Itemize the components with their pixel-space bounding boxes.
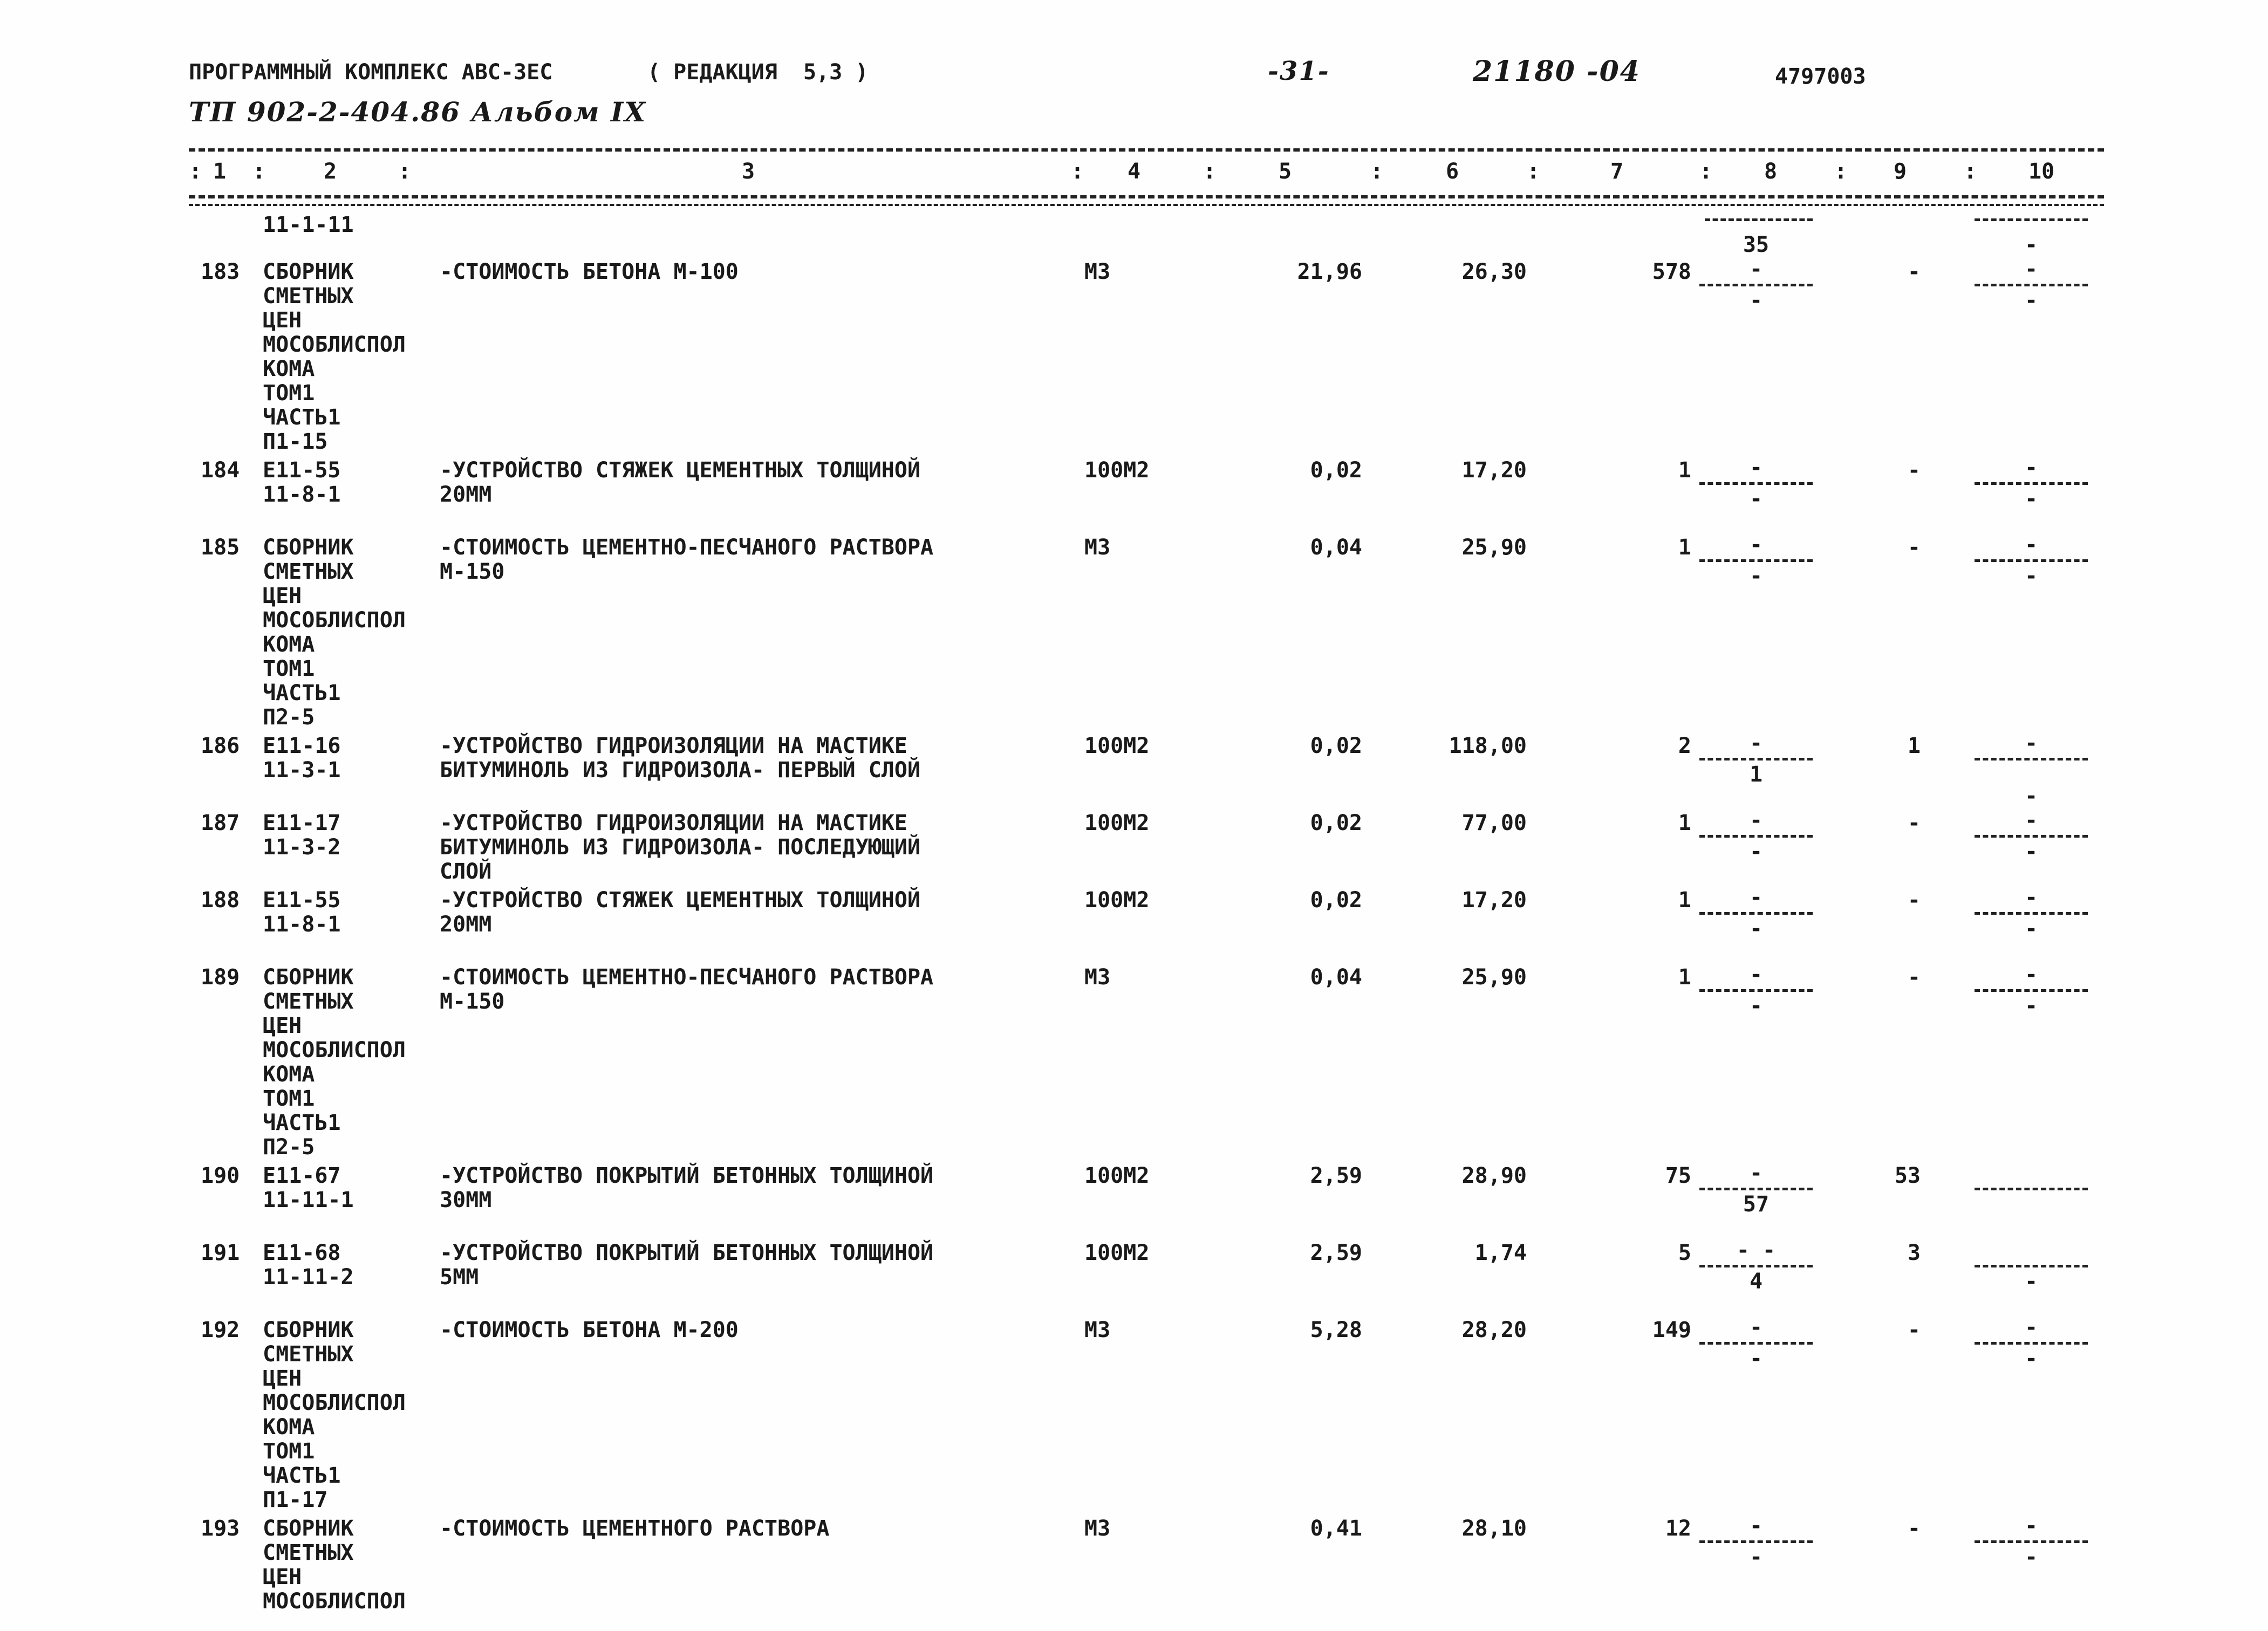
row-description: 5ММ — [440, 1265, 479, 1290]
row-unit: 100М2 — [1084, 1241, 1150, 1265]
row-description: -УСТРОЙСТВО ГИДРОИЗОЛЯЦИИ НА МАСТИКЕ — [440, 811, 907, 835]
row-col10 — [1975, 1490, 2088, 1570]
row-total: 1 — [1678, 965, 1691, 990]
row-unit: 100М2 — [1084, 458, 1150, 483]
row-total: 1 — [1678, 458, 1691, 483]
column-separator: : — [1370, 159, 1384, 184]
row-description: 20ММ — [440, 912, 492, 937]
row-quantity: 0,04 — [1310, 535, 1362, 560]
row-col10-rule — [1975, 912, 2088, 915]
row-col9: - — [1907, 259, 1921, 284]
row-col9: 53 — [1894, 1163, 1921, 1188]
column-separator: : — [1527, 159, 1540, 184]
row-col8-mid: - — [1749, 962, 1763, 987]
row-unit: 100М2 — [1084, 811, 1150, 835]
row-unit-price: 28,20 — [1461, 1318, 1527, 1342]
row-code: 11-3-1 — [263, 758, 341, 783]
row-col10-bot: - — [2024, 1269, 2038, 1294]
row-col10-top: - — [2024, 232, 2038, 257]
row-description: 20ММ — [440, 482, 492, 507]
row-col10-mid: - — [2024, 885, 2038, 910]
row-unit-price: 1,74 — [1474, 1241, 1527, 1265]
row-code: СМЕТНЫХ — [263, 1342, 354, 1367]
row-col9: - — [1907, 965, 1921, 990]
row-col8-mid: - — [1749, 1161, 1763, 1185]
row-col10-mid: - — [2024, 1513, 2038, 1538]
column-header-4: 4 — [1128, 159, 1141, 184]
row-unit-price: 77,00 — [1461, 811, 1527, 835]
column-header-2: 2 — [324, 159, 337, 184]
column-header-9: 9 — [1894, 159, 1907, 184]
row-col9: 3 — [1907, 1241, 1921, 1265]
row-unit-price: 25,90 — [1461, 965, 1527, 990]
row-col8-mid: - — [1749, 885, 1763, 910]
row-number: 185 — [201, 535, 240, 560]
row-col10-mid — [1975, 1161, 2088, 1185]
row-quantity: 0,02 — [1310, 734, 1362, 758]
row-col10-rule — [1975, 835, 2088, 838]
row-col8-top — [1699, 431, 1813, 456]
row-description: -СТОИМОСТЬ БЕТОНА М-100 — [440, 259, 739, 284]
row-code: П1-15 — [263, 429, 328, 454]
row-quantity: 0,41 — [1310, 1516, 1362, 1541]
row-number: 191 — [201, 1241, 240, 1265]
edition-label: ( РЕДАКЦИЯ 5,3 ) — [647, 60, 869, 85]
row-code: ТОМ1 — [263, 381, 315, 406]
row-quantity: 21,96 — [1297, 259, 1362, 284]
row-code: П2-5 — [263, 705, 315, 730]
row-total: 1 — [1678, 888, 1691, 913]
row-col10 — [1975, 861, 2088, 941]
row-code: Е11-67 — [263, 1163, 341, 1188]
row-total: 1 — [1678, 535, 1691, 560]
row-code: СБОРНИК — [263, 1516, 354, 1541]
page-number: -31- — [1268, 56, 1330, 86]
row-code: Е11-55 — [263, 458, 341, 483]
row-unit: М3 — [1084, 965, 1111, 990]
row-col8-bot: - — [1749, 839, 1763, 864]
row-col10-bot: - — [2024, 916, 2038, 941]
row-col10-rule — [1975, 1188, 2088, 1190]
row-col8-bot: 57 — [1743, 1192, 1770, 1217]
row-code: ЦЕН — [263, 1565, 302, 1589]
row-number: 190 — [201, 1163, 240, 1188]
program-title: ПРОГРАММНЫЙ КОМПЛЕКС АВС-3ЕС — [189, 60, 553, 85]
row-col10-rule — [1975, 989, 2088, 992]
row-code: ТОМ1 — [263, 656, 315, 681]
row-description: -УСТРОЙСТВО ГИДРОИЗОЛЯЦИИ НА МАСТИКЕ — [440, 734, 907, 758]
row-code: СМЕТНЫХ — [263, 1540, 354, 1565]
row-code: ЦЕН — [263, 308, 302, 333]
row-col10-mid — [1975, 1238, 2088, 1263]
row-code: ЧАСТЬ1 — [263, 1111, 341, 1135]
row-code: СБОРНИК — [263, 259, 354, 284]
row-unit: 100М2 — [1084, 1163, 1150, 1188]
row-col10 — [1975, 938, 2088, 1018]
row-quantity: 5,28 — [1310, 1318, 1362, 1342]
row-code: ЧАСТЬ1 — [263, 681, 341, 705]
row-col10-top — [1975, 861, 2088, 886]
row-code: МОСОБЛИСПОЛ — [263, 1589, 406, 1614]
row-col9: 1 — [1907, 734, 1921, 758]
column-separator: : — [1699, 159, 1713, 184]
row-description: -СТОИМОСТЬ ЦЕМЕНТНО-ПЕСЧАНОГО РАСТВОРА — [440, 965, 934, 990]
row-col8-top — [1699, 938, 1813, 963]
row-col8-top — [1699, 509, 1813, 533]
row-col8-mid: - — [1749, 1315, 1763, 1340]
row-code: МОСОБЛИСПОЛ — [263, 332, 406, 357]
row-quantity: 0,02 — [1310, 811, 1362, 835]
row-quantity: 2,59 — [1310, 1163, 1362, 1188]
row-unit: М3 — [1084, 535, 1111, 560]
row-col10-rule — [1975, 758, 2088, 760]
column-header-6: 6 — [1446, 159, 1459, 184]
row-col10-top — [1975, 431, 2088, 456]
row-description: СЛОЙ — [440, 859, 492, 884]
row-code: Е11-68 — [263, 1241, 341, 1265]
row-col8-mid: - — [1749, 455, 1763, 480]
row-description: -СТОИМОСТЬ БЕТОНА М-200 — [440, 1318, 739, 1342]
row-col10-bot: - — [2024, 1545, 2038, 1570]
row-unit-price: 25,90 — [1461, 535, 1527, 560]
row-unit: М3 — [1084, 1516, 1111, 1541]
row-number: 188 — [201, 888, 240, 913]
row-code: СМЕТНЫХ — [263, 559, 354, 584]
row-col10-top — [1975, 938, 2088, 963]
column-separator: : — [1964, 159, 1977, 184]
row-code: ТОМ1 — [263, 1439, 315, 1464]
row-col8-bot: - — [1749, 916, 1763, 941]
row-col10-bot: - — [2024, 839, 2038, 864]
row-col10-mid: - — [2024, 731, 2038, 756]
row-number: 184 — [201, 458, 240, 483]
row-description: М-150 — [440, 989, 505, 1014]
row-total: 5 — [1678, 1241, 1691, 1265]
column-header-10: 10 — [2028, 159, 2055, 184]
row-code: ЦЕН — [263, 1013, 302, 1038]
row-col10 — [1975, 509, 2088, 588]
row-code: 11-11-2 — [263, 1265, 354, 1290]
column-header-1: 1 — [213, 159, 227, 184]
row-code: Е11-55 — [263, 888, 341, 913]
row-quantity: 0,02 — [1310, 458, 1362, 483]
row-col10-top — [1975, 1291, 2088, 1315]
row-unit-price: 28,10 — [1461, 1516, 1527, 1541]
row-col8-top — [1699, 1214, 1813, 1238]
row-description: -УСТРОЙСТВО СТЯЖЕК ЦЕМЕНТНЫХ ТОЛЩИНОЙ — [440, 888, 921, 913]
row-quantity: 0,04 — [1310, 965, 1362, 990]
row-description: -СТОИМОСТЬ ЦЕМЕНТНО-ПЕСЧАНОГО РАСТВОРА — [440, 535, 934, 560]
row-description: М-150 — [440, 559, 505, 584]
column-header-7: 7 — [1610, 159, 1624, 184]
row-code: 11-3-2 — [263, 835, 341, 860]
row-col10-top — [1975, 509, 2088, 533]
row-col10-rule — [1975, 284, 2088, 286]
row-col10-top — [1975, 707, 2088, 731]
row-code: П2-5 — [263, 1135, 315, 1160]
column-separator: : — [189, 159, 202, 184]
row-code: ЦЕН — [263, 584, 302, 608]
row-col10-rule — [1975, 1265, 2088, 1267]
row-number: 183 — [201, 259, 240, 284]
row-number: 187 — [201, 811, 240, 835]
row-col10-top — [1975, 1214, 2088, 1238]
row-code: МОСОБЛИСПОЛ — [263, 608, 406, 633]
row-col8-bot: - — [1749, 486, 1763, 511]
row-col8-mid: - — [1749, 731, 1763, 756]
row-code: СМЕТНЫХ — [263, 989, 354, 1014]
row-col10-top — [1975, 1490, 2088, 1514]
album-reference: ТП 902-2-404.86 Альбом IX — [189, 96, 647, 128]
row-description: -СТОИМОСТЬ ЦЕМЕНТНОГО РАСТВОРА — [440, 1516, 830, 1541]
row-total: 75 — [1665, 1163, 1691, 1188]
row-code: КОМА — [263, 1062, 315, 1087]
row-code: Е11-17 — [263, 811, 341, 835]
column-header-3: 3 — [742, 159, 755, 184]
column-separator: : — [398, 159, 412, 184]
row-col10-bot: - — [2024, 288, 2038, 313]
row-col9: - — [1907, 811, 1921, 835]
row-quantity: 0,02 — [1310, 888, 1362, 913]
row-code: 11-11-1 — [263, 1188, 354, 1212]
row-col8-bot: - — [1749, 564, 1763, 588]
row-col10 — [1975, 431, 2088, 511]
row-unit-price: 17,20 — [1461, 458, 1527, 483]
row-col10-rule — [1975, 1540, 2088, 1543]
row-col10 — [1975, 1214, 2088, 1294]
row-unit-price: 28,90 — [1461, 1163, 1527, 1188]
carry-over-code: 11-1-11 — [263, 213, 354, 237]
table-header-rule — [189, 195, 2104, 198]
table-header-rule-2 — [189, 204, 2104, 206]
row-col10-bot: - — [2024, 1346, 2038, 1371]
row-col8-top — [1699, 707, 1813, 731]
row-col8-top — [1699, 1137, 1813, 1161]
row-number: 192 — [201, 1318, 240, 1342]
row-number: 189 — [201, 965, 240, 990]
row-col8-bot: - — [1749, 1545, 1763, 1570]
row-col8-top — [1699, 1291, 1813, 1315]
row-col10-mid: - — [2024, 532, 2038, 557]
carry-over-col8-rule — [1975, 218, 2088, 221]
row-unit-price: 26,30 — [1461, 259, 1527, 284]
row-unit: 100М2 — [1084, 734, 1150, 758]
row-code: КОМА — [263, 1415, 315, 1440]
row-col9: - — [1907, 535, 1921, 560]
row-code: ЧАСТЬ1 — [263, 1463, 341, 1488]
row-code: ТОМ1 — [263, 1086, 315, 1111]
row-col8-mid: - — [1749, 532, 1763, 557]
table-top-rule — [189, 148, 2104, 152]
row-description: БИТУМИНОЛЬ ИЗ ГИДРОИЗОЛА- ПЕРВЫЙ СЛОЙ — [440, 758, 921, 783]
row-col8-top — [1699, 861, 1813, 886]
row-total: 2 — [1678, 734, 1691, 758]
row-description: -УСТРОЙСТВО ПОКРЫТИЙ БЕТОННЫХ ТОЛЩИНОЙ — [440, 1163, 934, 1188]
row-description: БИТУМИНОЛЬ ИЗ ГИДРОИЗОЛА- ПОСЛЕДУЮЩИЙ — [440, 835, 921, 860]
row-col9: - — [1907, 888, 1921, 913]
row-col8-mid: - — [1749, 808, 1763, 833]
column-header-5: 5 — [1279, 159, 1292, 184]
row-unit-price: 17,20 — [1461, 888, 1527, 913]
row-col10-mid: - — [2024, 455, 2038, 480]
row-code: МОСОБЛИСПОЛ — [263, 1390, 406, 1415]
row-code: СБОРНИК — [263, 1318, 354, 1342]
row-col10 — [1975, 707, 2088, 787]
row-col10 — [1975, 1137, 2088, 1217]
row-code: Е11-16 — [263, 734, 341, 758]
column-separator: : — [1834, 159, 1848, 184]
row-col10 — [1975, 784, 2088, 864]
row-col8-bot: 1 — [1749, 762, 1763, 787]
row-code: КОМА — [263, 357, 315, 381]
row-col9: - — [1907, 458, 1921, 483]
row-col10-top — [1975, 1137, 2088, 1161]
row-unit: М3 — [1084, 1318, 1111, 1342]
row-description: -УСТРОЙСТВО ПОКРЫТИЙ БЕТОННЫХ ТОЛЩИНОЙ — [440, 1241, 934, 1265]
row-code: СМЕТНЫХ — [263, 284, 354, 309]
row-total: 12 — [1665, 1516, 1691, 1541]
row-col10-bot: - — [2024, 993, 2038, 1018]
row-unit-price: 118,00 — [1449, 734, 1527, 758]
row-col10-bot — [1975, 1193, 2088, 1217]
row-unit: М3 — [1084, 259, 1111, 284]
row-code: 11-8-1 — [263, 912, 341, 937]
row-col8-top — [1699, 1490, 1813, 1514]
row-col8-bot: - — [1749, 288, 1763, 313]
column-separator: : — [1071, 159, 1084, 184]
row-code: 11-8-1 — [263, 482, 341, 507]
document-code: 21180 -04 — [1473, 55, 1641, 88]
carry-over-col8-rule — [1705, 218, 1813, 221]
row-col10-mid: - — [2024, 808, 2038, 833]
row-col10 — [1975, 1291, 2088, 1371]
row-code: МОСОБЛИСПОЛ — [263, 1038, 406, 1063]
row-col10-rule — [1975, 559, 2088, 562]
row-col10-bot: - — [2024, 486, 2038, 511]
row-col8-mid: - — [1749, 257, 1763, 282]
row-unit: 100М2 — [1084, 888, 1150, 913]
row-description: 30ММ — [440, 1188, 492, 1212]
column-separator: : — [252, 159, 266, 184]
row-total: 578 — [1652, 259, 1691, 284]
row-col9: - — [1907, 1516, 1921, 1541]
row-col10-bot: - — [2024, 564, 2038, 588]
row-col10-mid: - — [2024, 962, 2038, 987]
row-col10-rule — [1975, 482, 2088, 485]
row-number: 186 — [201, 734, 240, 758]
row-code: СБОРНИК — [263, 965, 354, 990]
row-code: КОМА — [263, 632, 315, 657]
row-col8-mid: - — [1749, 1513, 1763, 1538]
row-quantity: 2,59 — [1310, 1241, 1362, 1265]
row-total: 149 — [1652, 1318, 1691, 1342]
column-header-8: 8 — [1764, 159, 1778, 184]
row-code: П1-17 — [263, 1488, 328, 1512]
row-code: СБОРНИК — [263, 535, 354, 560]
row-col10-mid: - — [2024, 257, 2038, 282]
document-number: 4797003 — [1775, 64, 1866, 89]
row-col8-top: 35 — [1743, 232, 1770, 257]
row-number: 193 — [201, 1516, 240, 1541]
row-description: -УСТРОЙСТВО СТЯЖЕК ЦЕМЕНТНЫХ ТОЛЩИНОЙ — [440, 458, 921, 483]
row-col8-bot: - — [1749, 993, 1763, 1018]
row-col8-bot: - — [1749, 1346, 1763, 1371]
column-separator: : — [1203, 159, 1217, 184]
row-col10-top: - — [2024, 784, 2038, 808]
row-col8-mid: - - — [1736, 1238, 1776, 1263]
row-col10 — [1975, 233, 2088, 313]
row-col10-rule — [1975, 1342, 2088, 1345]
row-code: ЧАСТЬ1 — [263, 405, 341, 430]
row-total: 1 — [1678, 811, 1691, 835]
row-col10-mid: - — [2024, 1315, 2038, 1340]
row-col8-top — [1699, 784, 1813, 808]
row-code: ЦЕН — [263, 1366, 302, 1391]
row-col8-bot: 4 — [1749, 1269, 1763, 1294]
row-col9: - — [1907, 1318, 1921, 1342]
